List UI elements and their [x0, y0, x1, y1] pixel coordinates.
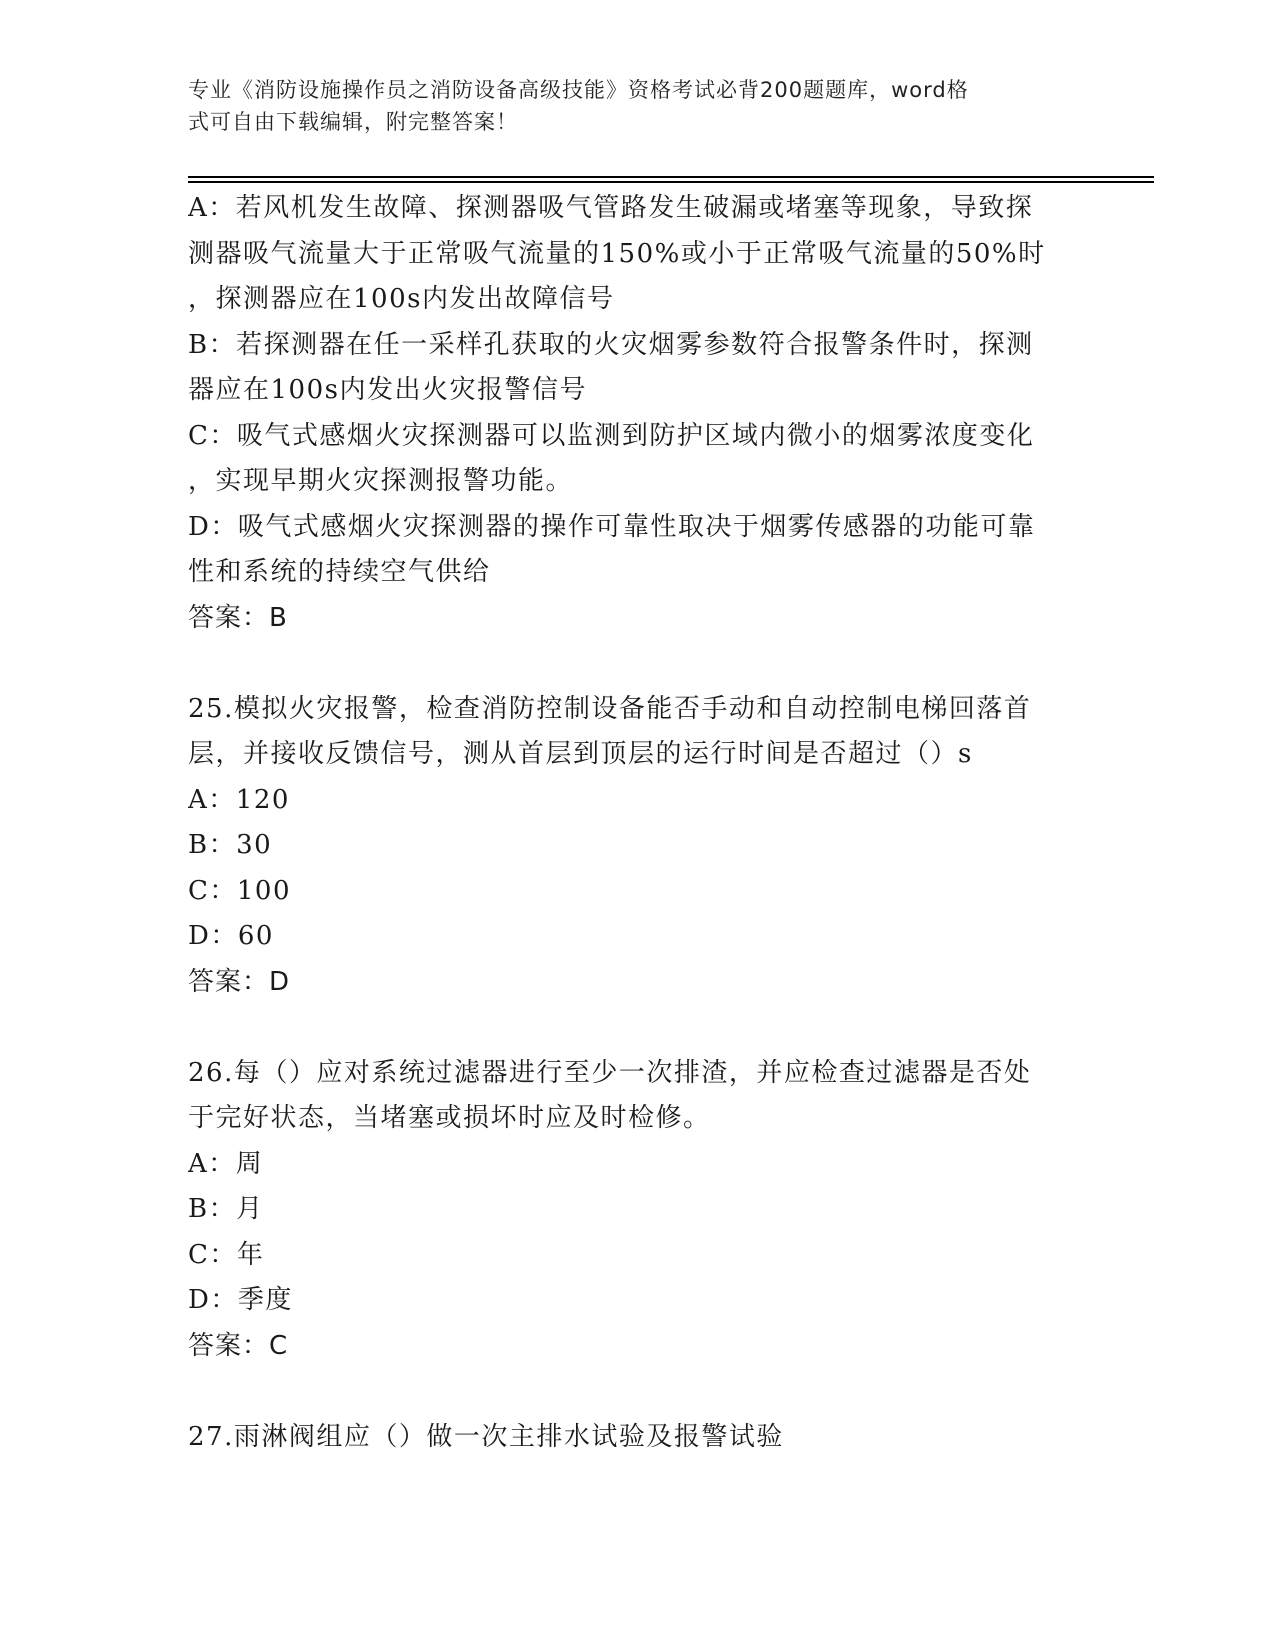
header-line-1: 专业《消防设施操作员之消防设备高级技能》资格考试必背200题题库，word格 — [188, 78, 969, 102]
option-b-line-2: 器应在100s内发出火灾报警信号 — [188, 375, 587, 405]
question-25 — [188, 687, 1078, 1006]
question-24-options — [188, 186, 1078, 641]
option-a-line-3: ，探测器应在100s内发出故障信号 — [188, 284, 615, 314]
option-c-line-1: C：吸气式感烟火灾探测器可以监测到防护区域内微小的烟雾浓度变化 — [188, 420, 1035, 451]
option-b-line-1: B：若探测器在任一采样孔获取的火灾烟雾参数符合报警条件时，探测 — [188, 329, 1034, 360]
option-d-line-1: D：吸气式感烟火灾探测器的操作可靠性取决于烟雾传感器的功能可靠 — [188, 511, 1036, 542]
header-divider-bottom — [188, 181, 1154, 183]
question-25-option-c: C：100 — [188, 875, 292, 906]
question-25-option-d: D：60 — [188, 921, 274, 951]
option-d-line-2: 性和系统的持续空气供给 — [188, 557, 491, 587]
question-26-text-line-1: 26.每（）应对系统过滤器进行至少一次排渣，并应检查过滤器是否处 — [188, 1057, 1032, 1088]
option-c-line-2: ，实现早期火灾探测报警功能。 — [188, 466, 574, 496]
answer-24: 答案：B — [188, 602, 288, 633]
option-a-line-1: A：若风机发生故障、探测器吸气管路发生破漏或堵塞等现象，导致探 — [188, 193, 1034, 223]
question-25-text-line-1: 25.模拟火灾报警，检查消防控制设备能否手动和自动控制电梯回落首 — [188, 693, 1032, 724]
question-26-option-a: A：周 — [188, 1148, 264, 1179]
header-divider-top — [188, 176, 1154, 178]
spacer — [188, 1005, 1078, 1051]
question-26 — [188, 1051, 1078, 1370]
question-content — [188, 186, 1078, 1460]
spacer — [188, 1369, 1078, 1415]
option-a-line-2: 测器吸气流量大于正常吸气流量的150%或小于正常吸气流量的50%时 — [188, 238, 1046, 269]
question-26-text-line-2: 于完好状态，当堵塞或损坏时应及时检修。 — [188, 1103, 711, 1133]
question-25-text-line-2: 层，并接收反馈信号，测从首层到顶层的运行时间是否超过（）s — [188, 739, 973, 769]
answer-25: 答案：D — [188, 966, 291, 997]
question-26-option-c: C：年 — [188, 1239, 265, 1270]
document-header — [188, 74, 1068, 138]
header-line-2: 式可自由下载编辑，附完整答案！ — [188, 110, 518, 134]
question-25-option-b: B：30 — [188, 830, 273, 860]
answer-26: 答案：C — [188, 1330, 289, 1361]
question-27 — [188, 1415, 1078, 1461]
question-27-text-line-1: 27.雨淋阀组应（）做一次主排水试验及报警试验 — [188, 1421, 784, 1452]
spacer — [188, 641, 1078, 687]
question-26-option-d: D：季度 — [188, 1285, 293, 1315]
question-25-option-a: A：120 — [188, 784, 290, 815]
question-26-option-b: B：月 — [188, 1194, 264, 1224]
